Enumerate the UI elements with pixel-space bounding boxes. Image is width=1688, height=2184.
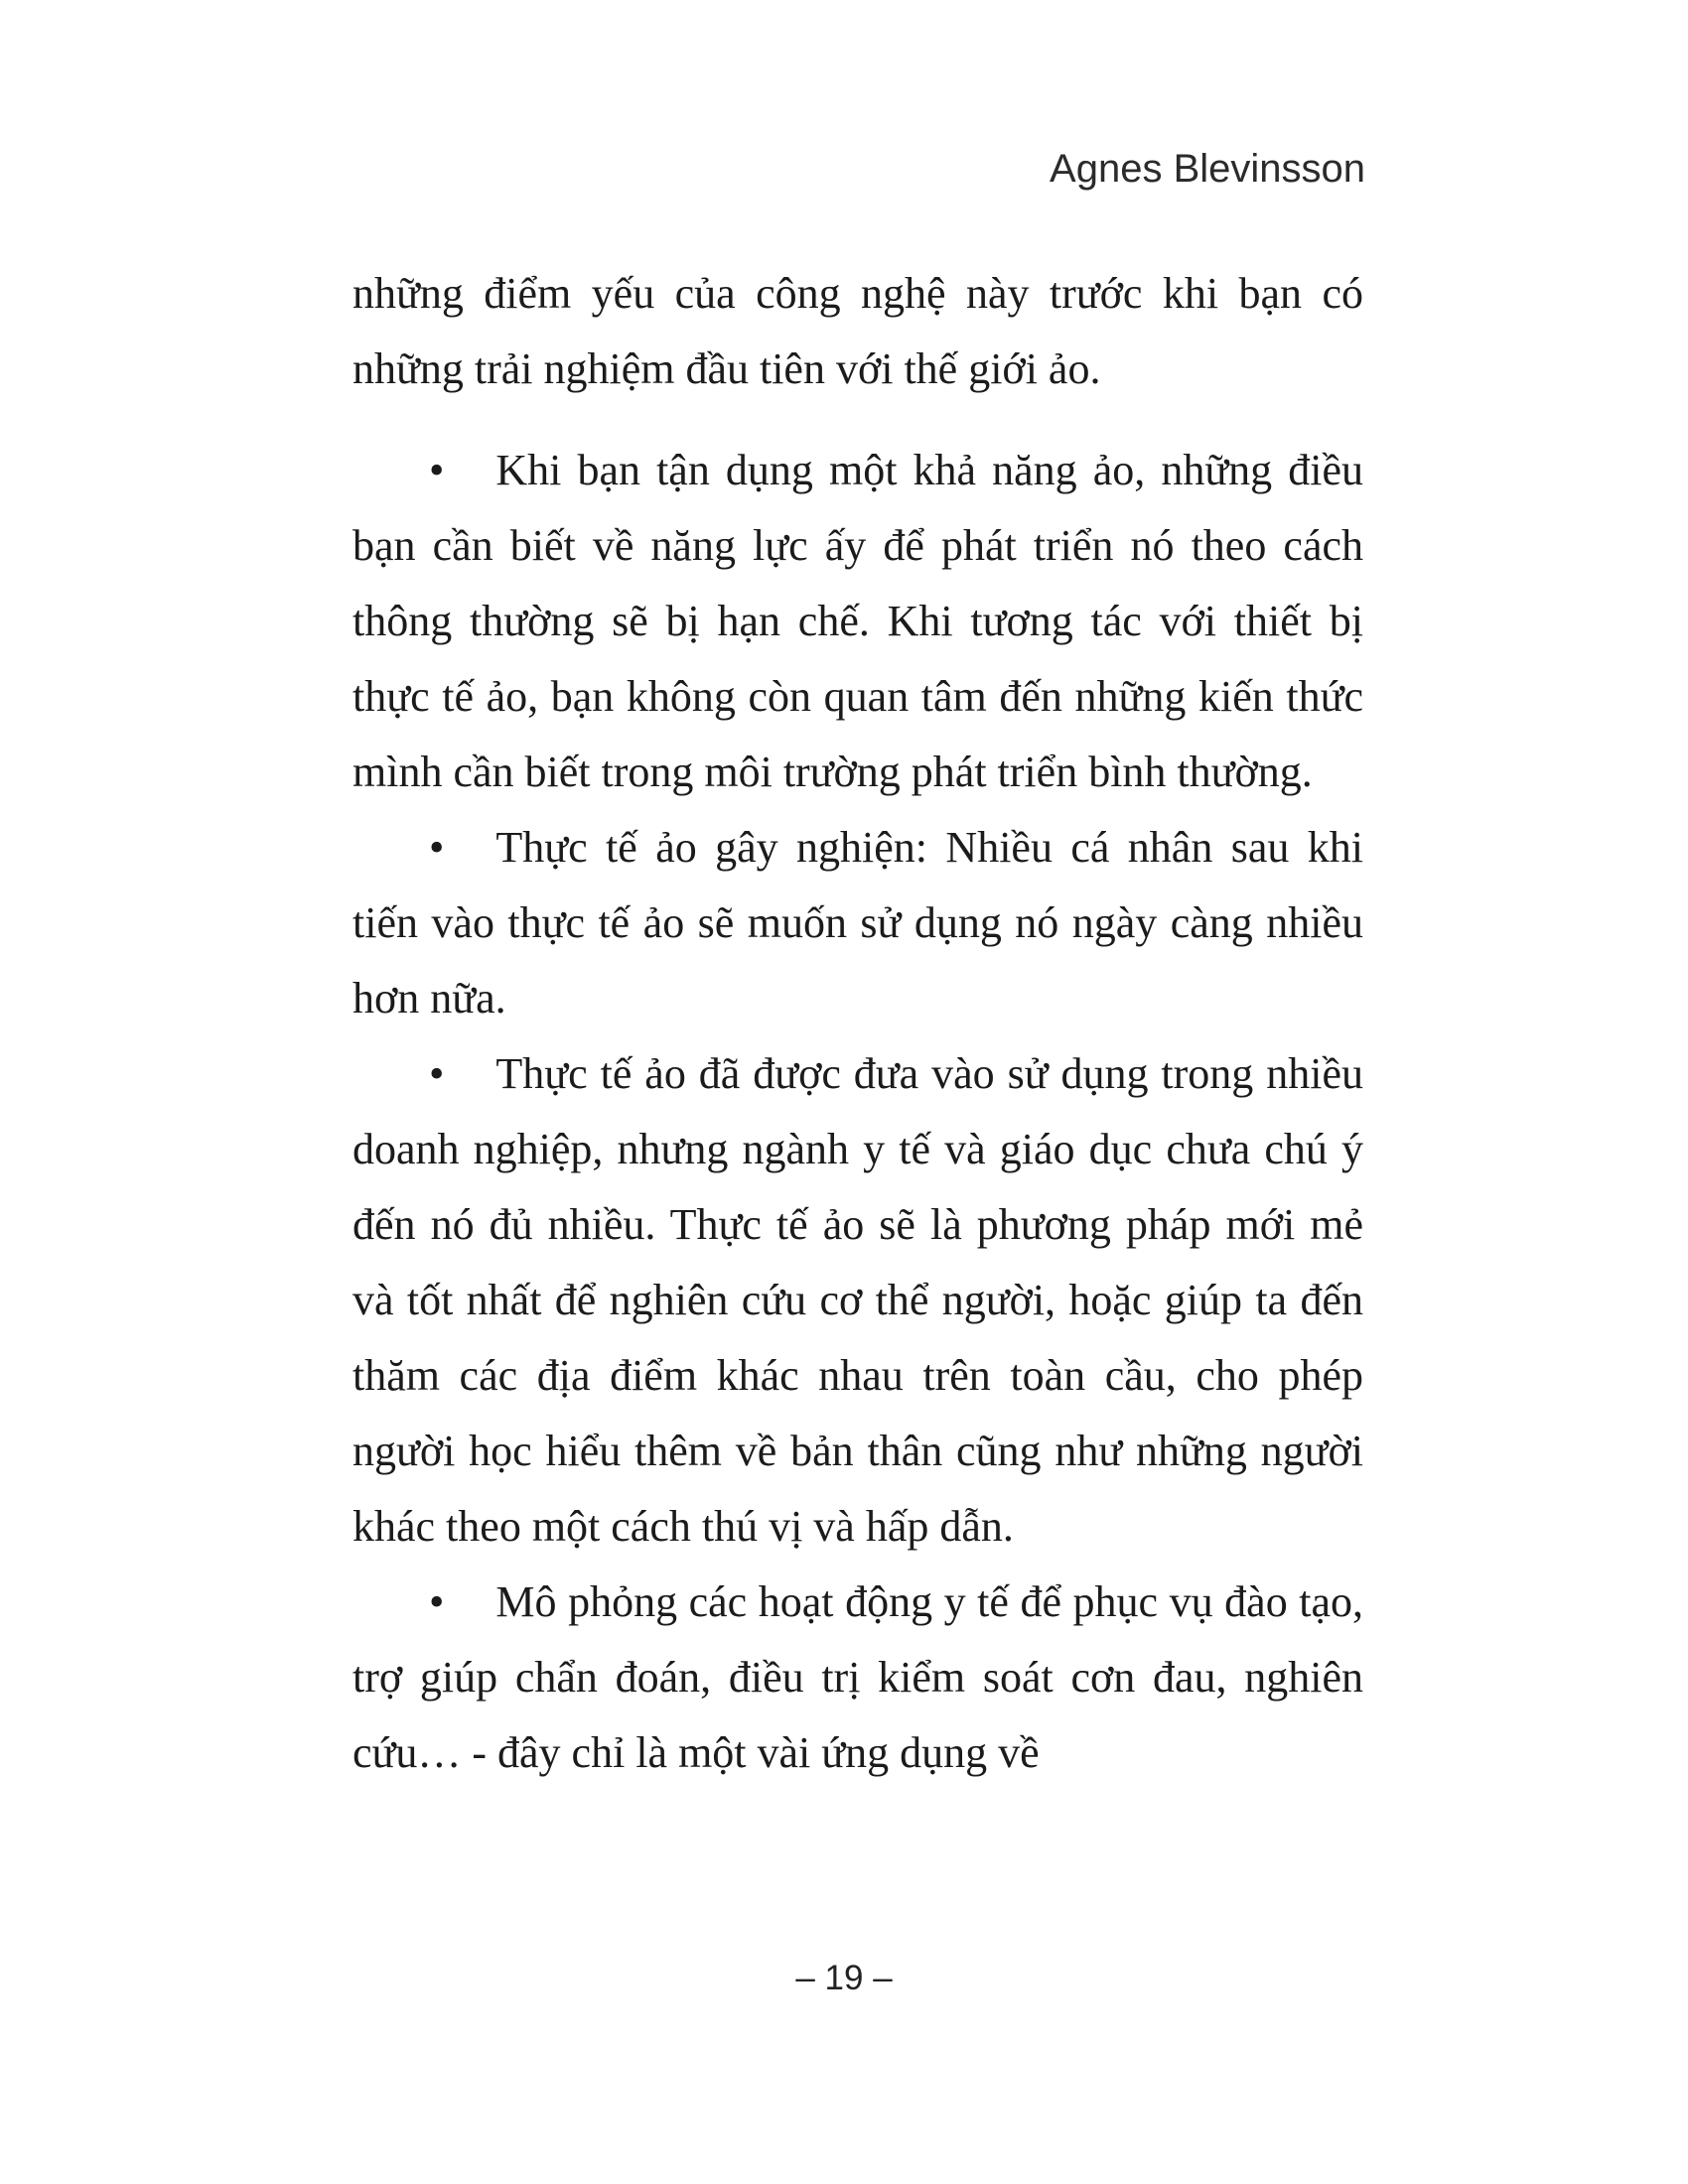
page-body-text [352,256,1363,1791]
bullet-paragraph: • Khi bạn tận dụng một khả năng ảo, những điều bạn cần biết về năng lực ấy để phát triển nó theo cách thông thường sẽ bị hạn chế. Khi tương tác với thiết bị thực tế ảo, bạn không còn quan tâm đến những kiến thức mình cần biết trong môi trường phát triển bình thường. [352,446,1363,796]
bullet-paragraph: • Thực tế ảo gây nghiện: Nhiều cá nhân sau khi tiến vào thực tế ảo sẽ muốn sử dụng nó ngày càng nhiều hơn nữa. [352,823,1363,1023]
paragraph: những điểm yếu của công nghệ này trước khi bạn có những trải nghiệm đầu tiên với thế giới ảo. [352,269,1363,393]
running-header-author: Agnes Blevinsson [1050,147,1365,191]
page-number: – 19 – [795,1959,893,1997]
bullet-paragraph: • Mô phỏng các hoạt động y tế để phục vụ đào tạo, trợ giúp chẩn đoán, điều trị kiểm soát cơn đau, nghiên cứu… - đây chỉ là một vài ứng dụng về [352,1577,1363,1777]
bullet-icon: • [429,823,445,872]
bullet-paragraph: • Thực tế ảo đã được đưa vào sử dụng trong nhiều doanh nghiệp, nhưng ngành y tế và giáo dục chưa chú ý đến nó đủ nhiều. Thực tế ảo sẽ là phương pháp mới mẻ và tốt nhất để nghiên cứu cơ thể người, hoặc giúp ta đến thăm các địa điểm khác nhau trên toàn cầu, cho phép người học hiểu thêm về bản thân cũng như những người khác theo một cách thú vị và hấp dẫn. [352,1049,1363,1551]
bullet-icon: • [429,446,445,494]
bullet-icon: • [429,1049,445,1098]
bullet-icon: • [429,1577,445,1626]
